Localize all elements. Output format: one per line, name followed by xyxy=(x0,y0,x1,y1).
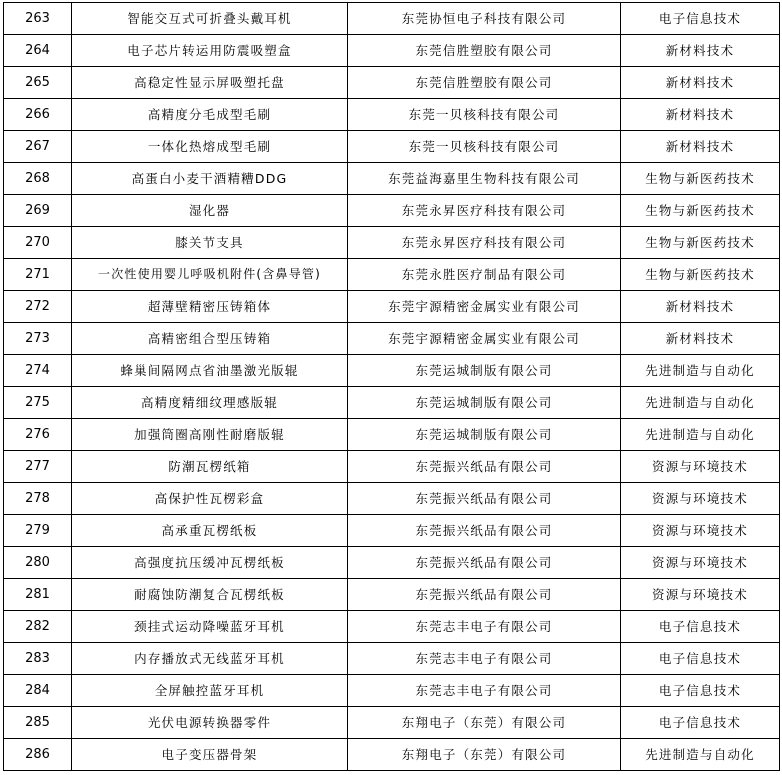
company-name-cell: 东翔电子（东莞）有限公司 xyxy=(348,739,621,771)
product-name-cell: 光伏电源转换器零件 xyxy=(72,707,348,739)
company-name-cell: 东莞协恒电子科技有限公司 xyxy=(348,3,621,35)
row-number-cell: 280 xyxy=(4,547,72,579)
company-name-cell: 东莞一贝核科技有限公司 xyxy=(348,99,621,131)
row-number-cell: 275 xyxy=(4,387,72,419)
tech-field-cell: 资源与环境技术 xyxy=(621,515,780,547)
row-number-cell: 279 xyxy=(4,515,72,547)
row-number-cell: 286 xyxy=(4,739,72,771)
tech-field-cell: 先进制造与自动化 xyxy=(621,387,780,419)
table-row xyxy=(4,35,780,67)
tech-field-cell: 电子信息技术 xyxy=(621,643,780,675)
company-name-cell: 东莞振兴纸品有限公司 xyxy=(348,451,621,483)
product-name-cell: 高精密组合型压铸箱 xyxy=(72,323,348,355)
tech-field-cell: 新材料技术 xyxy=(621,323,780,355)
company-name-cell: 东莞宇源精密金属实业有限公司 xyxy=(348,291,621,323)
tech-field-cell: 资源与环境技术 xyxy=(621,483,780,515)
product-name-cell: 高稳定性显示屏吸塑托盘 xyxy=(72,67,348,99)
row-number-cell: 285 xyxy=(4,707,72,739)
table-row xyxy=(4,611,780,643)
product-table xyxy=(3,2,780,771)
company-name-cell: 东莞信胜塑胶有限公司 xyxy=(348,67,621,99)
company-name-cell: 东莞一贝核科技有限公司 xyxy=(348,131,621,163)
table-row xyxy=(4,515,780,547)
table-row xyxy=(4,547,780,579)
company-name-cell: 东莞永昇医疗科技有限公司 xyxy=(348,227,621,259)
tech-field-cell: 先进制造与自动化 xyxy=(621,739,780,771)
table-row xyxy=(4,323,780,355)
tech-field-cell: 新材料技术 xyxy=(621,291,780,323)
company-name-cell: 东莞信胜塑胶有限公司 xyxy=(348,35,621,67)
row-number-cell: 276 xyxy=(4,419,72,451)
row-number-cell: 268 xyxy=(4,163,72,195)
company-name-cell: 东莞永昇医疗科技有限公司 xyxy=(348,195,621,227)
row-number-cell: 273 xyxy=(4,323,72,355)
row-number-cell: 263 xyxy=(4,3,72,35)
company-name-cell: 东莞运城制版有限公司 xyxy=(348,355,621,387)
product-name-cell: 一次性使用婴儿呼吸机附件(含鼻导管) xyxy=(72,259,348,291)
company-name-cell: 东莞志丰电子有限公司 xyxy=(348,643,621,675)
row-number-cell: 272 xyxy=(4,291,72,323)
product-name-cell: 高承重瓦楞纸板 xyxy=(72,515,348,547)
product-name-cell: 全屏触控蓝牙耳机 xyxy=(72,675,348,707)
tech-field-cell: 生物与新医药技术 xyxy=(621,259,780,291)
row-number-cell: 281 xyxy=(4,579,72,611)
table-row xyxy=(4,291,780,323)
product-name-cell: 高精度分毛成型毛刷 xyxy=(72,99,348,131)
table-row xyxy=(4,227,780,259)
product-name-cell: 一体化热熔成型毛刷 xyxy=(72,131,348,163)
row-number-cell: 284 xyxy=(4,675,72,707)
product-name-cell: 电子芯片转运用防震吸塑盒 xyxy=(72,35,348,67)
table-row xyxy=(4,419,780,451)
row-number-cell: 283 xyxy=(4,643,72,675)
row-number-cell: 264 xyxy=(4,35,72,67)
row-number-cell: 282 xyxy=(4,611,72,643)
table-row xyxy=(4,483,780,515)
product-name-cell: 颈挂式运动降噪蓝牙耳机 xyxy=(72,611,348,643)
company-name-cell: 东莞运城制版有限公司 xyxy=(348,419,621,451)
row-number-cell: 265 xyxy=(4,67,72,99)
row-number-cell: 278 xyxy=(4,483,72,515)
product-name-cell: 加强筒圈高刚性耐磨版辊 xyxy=(72,419,348,451)
product-name-cell: 高精度精细纹理感版辊 xyxy=(72,387,348,419)
row-number-cell: 266 xyxy=(4,99,72,131)
tech-field-cell: 新材料技术 xyxy=(621,67,780,99)
company-name-cell: 东莞振兴纸品有限公司 xyxy=(348,579,621,611)
row-number-cell: 274 xyxy=(4,355,72,387)
product-name-cell: 超薄壁精密压铸箱体 xyxy=(72,291,348,323)
tech-field-cell: 资源与环境技术 xyxy=(621,547,780,579)
table-row xyxy=(4,643,780,675)
table-row xyxy=(4,99,780,131)
company-name-cell: 东莞永胜医疗制品有限公司 xyxy=(348,259,621,291)
row-number-cell: 269 xyxy=(4,195,72,227)
table-row xyxy=(4,451,780,483)
tech-field-cell: 生物与新医药技术 xyxy=(621,163,780,195)
product-name-cell: 防潮瓦楞纸箱 xyxy=(72,451,348,483)
product-name-cell: 智能交互式可折叠头戴耳机 xyxy=(72,3,348,35)
tech-field-cell: 新材料技术 xyxy=(621,35,780,67)
table-row xyxy=(4,259,780,291)
company-name-cell: 东莞振兴纸品有限公司 xyxy=(348,483,621,515)
company-name-cell: 东莞振兴纸品有限公司 xyxy=(348,547,621,579)
product-name-cell: 蜂巢间隔网点省油墨激光版辊 xyxy=(72,355,348,387)
tech-field-cell: 先进制造与自动化 xyxy=(621,419,780,451)
tech-field-cell: 电子信息技术 xyxy=(621,3,780,35)
tech-field-cell: 先进制造与自动化 xyxy=(621,355,780,387)
product-table-body xyxy=(4,3,780,771)
table-row xyxy=(4,195,780,227)
tech-field-cell: 生物与新医药技术 xyxy=(621,195,780,227)
product-name-cell: 高保护性瓦楞彩盒 xyxy=(72,483,348,515)
table-row xyxy=(4,163,780,195)
tech-field-cell: 生物与新医药技术 xyxy=(621,227,780,259)
company-name-cell: 东莞志丰电子有限公司 xyxy=(348,611,621,643)
product-name-cell: 电子变压器骨架 xyxy=(72,739,348,771)
table-row xyxy=(4,579,780,611)
row-number-cell: 270 xyxy=(4,227,72,259)
product-name-cell: 内存播放式无线蓝牙耳机 xyxy=(72,643,348,675)
product-name-cell: 湿化器 xyxy=(72,195,348,227)
tech-field-cell: 电子信息技术 xyxy=(621,707,780,739)
company-name-cell: 东莞志丰电子有限公司 xyxy=(348,675,621,707)
table-row xyxy=(4,131,780,163)
product-name-cell: 耐腐蚀防潮复合瓦楞纸板 xyxy=(72,579,348,611)
tech-field-cell: 电子信息技术 xyxy=(621,611,780,643)
table-row xyxy=(4,3,780,35)
product-name-cell: 高蛋白小麦干酒精糟DDG xyxy=(72,163,348,195)
table-row xyxy=(4,707,780,739)
company-name-cell: 东翔电子（东莞）有限公司 xyxy=(348,707,621,739)
table-row xyxy=(4,739,780,771)
product-name-cell: 高强度抗压缓冲瓦楞纸板 xyxy=(72,547,348,579)
tech-field-cell: 资源与环境技术 xyxy=(621,451,780,483)
table-row xyxy=(4,355,780,387)
row-number-cell: 267 xyxy=(4,131,72,163)
table-row xyxy=(4,675,780,707)
company-name-cell: 东莞益海嘉里生物科技有限公司 xyxy=(348,163,621,195)
company-name-cell: 东莞振兴纸品有限公司 xyxy=(348,515,621,547)
company-name-cell: 东莞运城制版有限公司 xyxy=(348,387,621,419)
tech-field-cell: 资源与环境技术 xyxy=(621,579,780,611)
row-number-cell: 271 xyxy=(4,259,72,291)
company-name-cell: 东莞宇源精密金属实业有限公司 xyxy=(348,323,621,355)
table-row xyxy=(4,387,780,419)
tech-field-cell: 电子信息技术 xyxy=(621,675,780,707)
table-row xyxy=(4,67,780,99)
product-name-cell: 膝关节支具 xyxy=(72,227,348,259)
tech-field-cell: 新材料技术 xyxy=(621,131,780,163)
row-number-cell: 277 xyxy=(4,451,72,483)
tech-field-cell: 新材料技术 xyxy=(621,99,780,131)
